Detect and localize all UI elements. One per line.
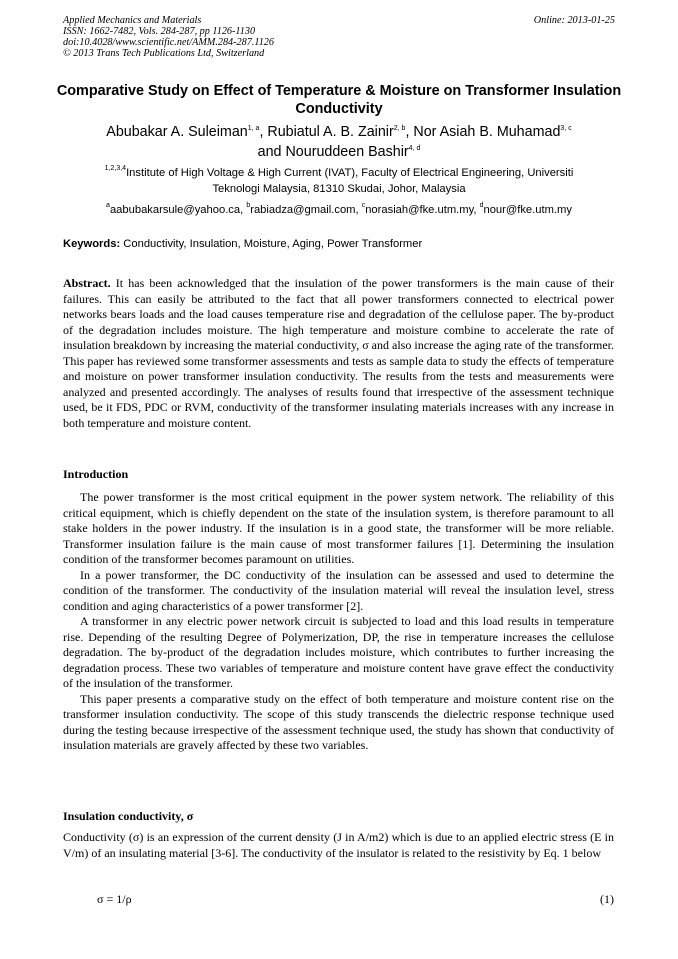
abstract-text: It has been acknowledged that the insulation of the power transformers is the main cause of their failures. This can easily be attributed to the fact that all power transformers connected to electrical power networks bears loads and the load causes temperature rise and degradation of the cellulose paper. The by-product of the degradation includes moisture. The high temperature and moisture combine to accelerate the rate of insulation breakdown by increasing the material conductivity, σ and also increase the aging rate of the transformer. This paper has reviewed some transformer assessments and tests as sample data to study the effects of temperature and moisture on power transformer insulation conductivity. The results from the tests and measurements were analyzed and presented accordingly. The analyses of results found that irrespective of the assessment technique used, be it FDS, PDC or RVM, conductivity of the transformer insulating materials increases with any increase in both temperature and moisture content. (63, 276, 614, 430)
paragraph: Conductivity (σ) is an expression of the current density (J in A/m2) which is due to an applied electric stress (E in V/m) of an insulating material [3-6]. The conductivity of the insulator is related to the resistivity by Eq. 1 below (63, 830, 614, 860)
section-heading-insulation-conductivity: Insulation conductivity, σ (63, 809, 194, 823)
author-marker: 4, d (408, 145, 421, 152)
author-marker: 1, a (247, 125, 260, 132)
email-list (40, 203, 638, 217)
author-marker: 2, b (393, 125, 406, 132)
affiliation-marker: 1,2,3,4 (104, 165, 127, 172)
author-name: Nouruddeen Bashir (285, 144, 409, 160)
equation: σ = 1/ρ (97, 892, 132, 906)
affiliation (50, 165, 628, 197)
paragraph: In a power transformer, the DC conductivity of the insulation can be assessed and used to determine the condition of the transformer. The conductivity of the insulation material will reveal the insulation level, stress condition and aging characteristics of a power transformer [2]. (63, 567, 614, 613)
keywords-label: Keywords: (63, 238, 121, 250)
email-marker: c (361, 202, 366, 209)
abstract-label: Abstract. (63, 276, 111, 290)
journal-name: Applied Mechanics and Materials (63, 15, 202, 26)
introduction-body (63, 490, 614, 754)
author-marker: 3, c (560, 125, 572, 132)
issn-line: ISSN: 1662-7482, Vols. 284-287, pp 1126-1130 (63, 26, 256, 37)
author-list (50, 122, 628, 162)
doi-line: doi:10.4028/www.scientific.net/AMM.284-287.1126 (63, 37, 274, 48)
affiliation-line: Institute of High Voltage & High Current (IVAT), Faculty of Electrical Engineering, Universiti (126, 167, 574, 179)
copyright-line: © 2013 Trans Tech Publications Ltd, Switzerland (63, 48, 265, 59)
affiliation-line: Teknologi Malaysia, 81310 Skudai, Johor, Malaysia (212, 183, 466, 195)
email-marker: d (479, 202, 484, 209)
author-conjunction: and (257, 144, 286, 160)
online-date: Online: 2013-01-25 (533, 15, 615, 26)
keywords (63, 237, 422, 251)
section-heading-introduction: Introduction (63, 467, 129, 481)
email-link[interactable]: nour@fke.utm.my (483, 204, 572, 216)
email-link[interactable]: norasiah@fke.utm.my, (365, 204, 480, 216)
author-separator: , (405, 124, 414, 140)
email-marker: a (106, 202, 110, 209)
paragraph: This paper presents a comparative study on the effect of both temperature and moisture content rise on the transformer insulation conductivity. The scope of this study transcends the dielectric response technique used during the testing because irrespective of the assessment technique used, the study has shown that conductivity of insulation materials are gravely affected by these two variables. (63, 691, 614, 752)
author-name: Rubiatul A. B. Zainir (267, 124, 394, 140)
author-separator: , (259, 124, 268, 140)
author-name: Nor Asiah B. Muhamad (413, 124, 561, 140)
author-name: Abubakar A. Suleiman (106, 124, 248, 140)
running-header (63, 15, 274, 59)
email-marker: b (246, 202, 251, 209)
paragraph: A transformer in any electric power network circuit is subjected to load and this load results in temperature rise. Depending of the resulting Degree of Polymerization, DP, the rise in temperature increases the cellulose degradation. The by-product of the degradation includes moisture, which contributes to further increasing the degradation process. These two variables of temperature and moisture content have grave effect the conductivity of the insulation of the transformer. (63, 614, 614, 690)
keywords-text: Conductivity, Insulation, Moisture, Aging, Power Transformer (120, 238, 423, 250)
equation-number: (1) (600, 892, 614, 906)
paper-title: Comparative Study on Effect of Temperature & Moisture on Transformer Insulation Conductivity (56, 83, 622, 117)
email-link[interactable]: rabiadza@gmail.com, (250, 204, 362, 216)
email-link[interactable]: aabubakarsule@yahoo.ca, (109, 204, 247, 216)
paragraph: The power transformer is the most critical equipment in the power system network. The reliability of this critical equipment, which is chiefly dependent on the state of the insulation system, is therefore paramount to all stake holders in the power industry. If the insulation is in a good state, the transformer will be more reliable. Transformer insulation failure is the main cause of most transformer failures [1]. Determining the insulation condition of the transformer becomes paramount on utilities. (63, 490, 614, 566)
abstract (63, 276, 614, 431)
section2-body (63, 830, 614, 861)
